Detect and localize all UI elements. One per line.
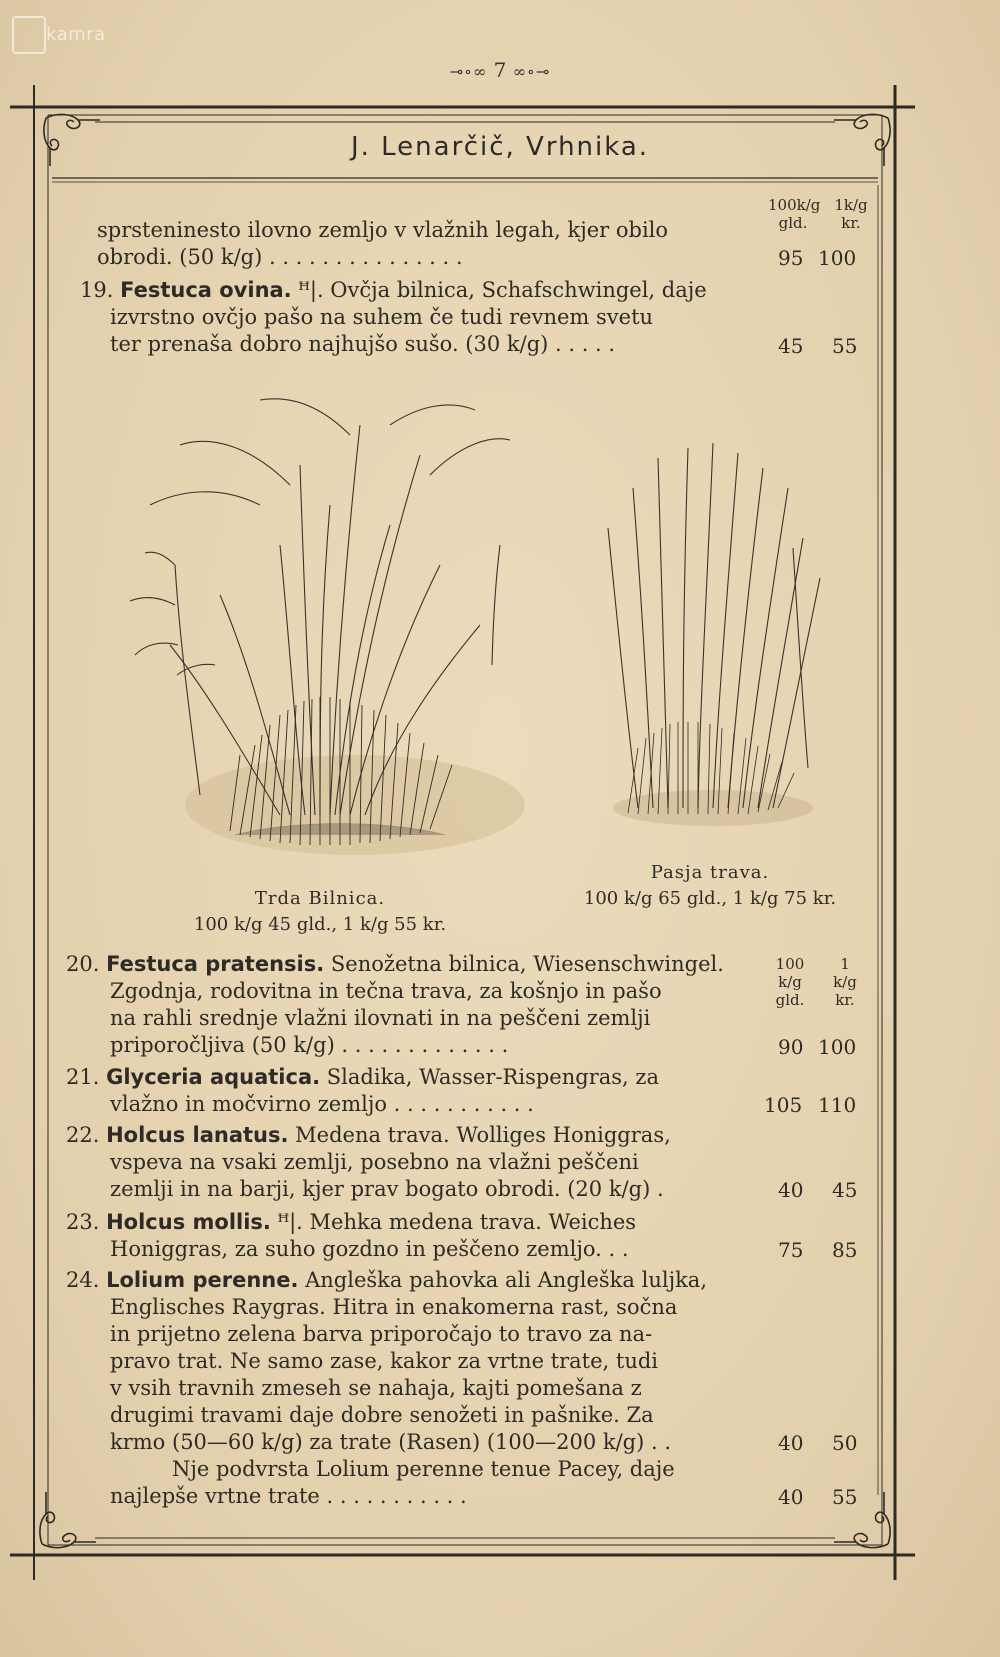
entry-18-price-1: 100 xyxy=(818,246,857,270)
column-header-100kg-currency: gld. xyxy=(778,214,808,232)
entry-21-line-2: vlažno in močvirno zemljo . . . . . . . . . . . xyxy=(110,1092,534,1116)
entry-24-line-4: pravo trat. Ne samo zase, kakor za vrtne trate, tudi xyxy=(110,1349,659,1373)
column-header-1kg-2 xyxy=(828,955,862,1009)
entry-19-species: Festuca ovina. xyxy=(120,278,292,302)
corner-ornament-bottom-left-icon xyxy=(34,1482,104,1552)
entry-23-line-1 xyxy=(66,1209,636,1235)
figure-pasja-trava-price: 100 k/g 65 gld., 1 k/g 75 kr. xyxy=(583,888,837,909)
entry-23-price-100: 75 xyxy=(778,1238,804,1262)
entry-22-line-1 xyxy=(66,1122,671,1148)
page-number-ornament-right: ∞∘⊸ xyxy=(512,62,551,81)
entry-22-line-3: zemlji in na barji, kjer prav bogato obrodi. (20 k/g) . xyxy=(110,1177,664,1201)
column-header-1kg-unit: 1k/g xyxy=(834,196,868,214)
figure-pasja-trava-name: Pasja trava. xyxy=(650,862,770,883)
figure-trda-bilnica-name: Trda Bilnica. xyxy=(254,888,386,909)
entry-24-number: 24. xyxy=(66,1268,100,1292)
entry-21-line-1 xyxy=(66,1064,659,1090)
entry-24-species: Lolium perenne. xyxy=(106,1268,299,1292)
entry-20-line-1 xyxy=(66,951,724,977)
column-header-100kg-2-currency: gld. xyxy=(775,991,805,1009)
entry-20-line-1-rest: Senožetna bilnica, Wiesenschwingel. xyxy=(324,952,724,976)
entry-23-line-1-rest: ꟸ|. Mehka medena trava. Weiches xyxy=(270,1210,637,1234)
entry-21-price-1: 110 xyxy=(818,1093,857,1117)
entry-18-line-1: sprsteninesto ilovno zemljo v vlažnih legah, kjer obilo xyxy=(97,218,669,242)
entry-23-line-2: Honiggras, za suho gozdno in peščeno zemljo. . . xyxy=(110,1237,629,1261)
entry-21-number: 21. xyxy=(66,1065,100,1089)
entry-24-line-6: drugimi travami daje dobre senožeti in pašnike. Za xyxy=(110,1403,654,1427)
page-number-value: 7 xyxy=(493,58,507,82)
entry-21-price-100: 105 xyxy=(764,1093,803,1117)
page-number xyxy=(0,58,1000,82)
column-header-100kg-2-qty: 100 xyxy=(775,955,805,973)
entry-20-line-4: priporočljiva (50 k/g) . . . . . . . . . . . . . xyxy=(110,1033,509,1057)
entry-23-number: 23. xyxy=(66,1210,100,1234)
column-header-1kg xyxy=(828,196,874,232)
entry-22-line-1-rest: Medena trava. Wolliges Honiggras, xyxy=(288,1123,671,1147)
entry-20-species: Festuca pratensis. xyxy=(106,952,325,976)
entry-19-line-1 xyxy=(80,277,707,303)
entry-18-price-100: 95 xyxy=(778,246,804,270)
entry-19-line-2: izvrstno ovčjo pašo na suhem če tudi revnem svetu xyxy=(110,305,654,329)
entry-24-line-9: najlepše vrtne trate . . . . . . . . . . . xyxy=(110,1484,467,1508)
entry-20-number: 20. xyxy=(66,952,100,976)
column-header-100kg-2-unit: k/g xyxy=(778,973,802,991)
entry-19-number: 19. xyxy=(80,278,114,302)
entry-21-line-1-rest: Sladika, Wasser-Rispengras, za xyxy=(320,1065,659,1089)
entry-22-line-2: vspeva na vsaki zemlji, posebno na vlažni peščeni xyxy=(110,1150,639,1174)
entry-24-line-1 xyxy=(66,1267,707,1293)
entry-19-line-3: ter prenaša dobro najhujšo sušo. (30 k/g) . . . . . xyxy=(110,332,616,356)
entry-19-price-1: 55 xyxy=(832,334,858,358)
entry-24-line-8: Nje podvrsta Lolium perenne tenue Pacey, daje xyxy=(172,1457,675,1481)
entry-23-price-1: 85 xyxy=(832,1238,858,1262)
figure-trda-bilnica-illustration xyxy=(90,365,530,885)
watermark-text: kamra xyxy=(46,24,106,45)
entry-20-price-100: 90 xyxy=(778,1035,804,1059)
column-header-1kg-2-currency: kr. xyxy=(835,991,855,1009)
entry-24-line-5: v vsih travnih zmeseh se nahaja, kajti pomešana z xyxy=(110,1376,642,1400)
entry-22-species: Holcus lanatus. xyxy=(106,1123,289,1147)
column-header-100kg xyxy=(768,196,821,232)
entry-24-line-2: Englisches Raygras. Hitra in enakomerna rast, sočna xyxy=(110,1295,678,1319)
page-title: J. Lenarčič, Vrhnika. xyxy=(350,132,650,162)
page-number-ornament-left: ⊸∘∞ xyxy=(449,62,488,81)
column-header-1kg-2-qty: 1 xyxy=(840,955,850,973)
figure-pasja-trava-caption xyxy=(570,860,850,912)
entry-24-line-1-rest: Angleška pahovka ali Angleška luljka, xyxy=(298,1268,707,1292)
entry-20-line-2: Zgodnja, rodovitna in tečna trava, za košnjo in pašo xyxy=(110,979,662,1003)
entry-21-species: Glyceria aquatica. xyxy=(106,1065,321,1089)
figure-trda-bilnica-caption xyxy=(170,886,470,938)
figure-pasja-trava-illustration xyxy=(598,428,838,828)
column-header-1kg-currency: kr. xyxy=(841,214,861,232)
entry-19-price-100: 45 xyxy=(778,334,804,358)
entry-20-line-3: na rahli srednje vlažni ilovnati in na peščeni zemlji xyxy=(110,1006,651,1030)
entry-23-species: Holcus mollis. xyxy=(106,1210,271,1234)
entry-20-price-1: 100 xyxy=(818,1035,857,1059)
figure-trda-bilnica-price: 100 k/g 45 gld., 1 k/g 55 kr. xyxy=(193,914,447,935)
entry-22-price-100: 40 xyxy=(778,1178,804,1202)
entry-24-price-1: 50 xyxy=(832,1431,858,1455)
entry-24-price2-100: 40 xyxy=(778,1485,804,1509)
entry-24-price2-1: 55 xyxy=(832,1485,858,1509)
entry-24-line-3: in prijetno zelena barva priporočajo to travo za na- xyxy=(110,1322,653,1346)
entry-18-line-2: obrodi. (50 k/g) . . . . . . . . . . . . . . . xyxy=(97,245,463,269)
column-header-100kg-unit: 100k/g xyxy=(768,196,821,214)
entry-22-price-1: 45 xyxy=(832,1178,858,1202)
entry-19-line-1-rest: ꟸ|. Ovčja bilnica, Schafschwingel, daje xyxy=(291,278,707,302)
entry-24-line-7: krmo (50—60 k/g) za trate (Rasen) (100—200 k/g) . . xyxy=(110,1430,671,1454)
column-header-1kg-2-unit: k/g xyxy=(833,973,857,991)
entry-24-price-100: 40 xyxy=(778,1431,804,1455)
entry-22-number: 22. xyxy=(66,1123,100,1147)
column-header-100kg-2 xyxy=(770,955,810,1009)
